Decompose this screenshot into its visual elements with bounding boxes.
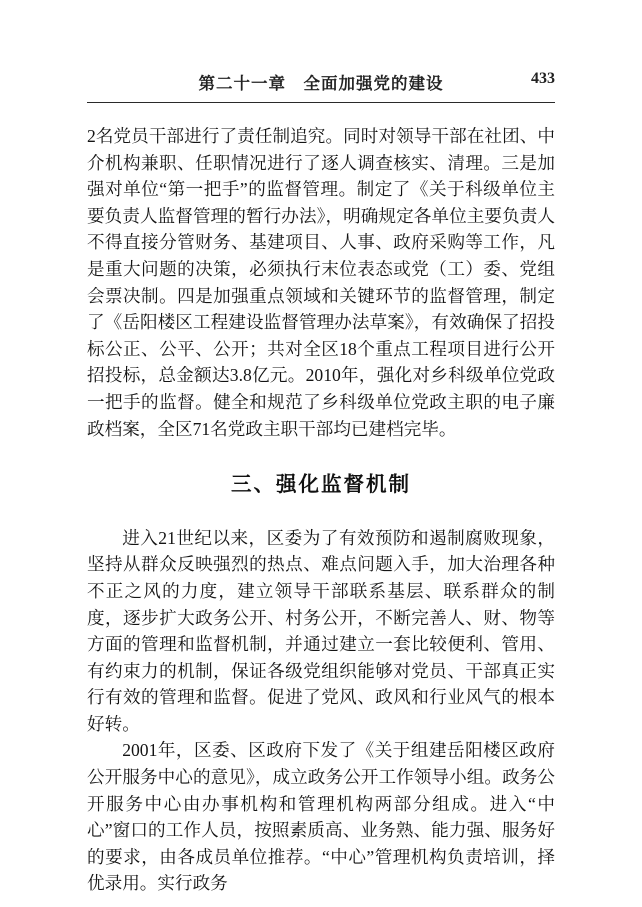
body-paragraph: 进入21世纪以来，区委为了有效预防和遏制腐败现象，坚持从群众反映强烈的热点、难点问题入手，加大治理各种不正之风的力度，建立领导干部联系基层、联系群众的制度，逐步扩大政务公开、村务公开，不断完善人、财、物等方面的管理和监督机制，并通过建立一套比较便利、管用、有约束力的机制，保证各级党组织能够对党员、干部真正实行有效的管理和监督。促进了党风、政风和行业风气的根本好转。 <box>87 527 555 734</box>
page-header <box>87 70 555 103</box>
body-paragraph: 2001年，区委、区政府下发了《关于组建岳阳楼区政府公开服务中心的意见》，成立政务公开工作领导小组。政务公开服务中心由办事机构和管理机构两部分组成。进入“中心”窗口的工作人员，按照素质高、业务熟、能力强、服务好的要求，由各成员单位推荐。“中心”管理机构负责培训，择优录用。实行政务 <box>87 740 555 894</box>
continuation-paragraph: 2名党员干部进行了责任制追究。同时对领导干部在社团、中介机构兼职、任职情况进行了逐人调查核实、清理。三是加强对单位“第一把手”的监督管理。制定了《关于科级单位主要负责人监督管理的暂行办法》，明确规定各单位主要负责人不得直接分管财务、基建项目、人事、政府采购等工作，凡是重大问题的决策，必须执行末位表态或党（工）委、党组会票决制。四是加强重点领域和关键环节的监督管理，制定了《岳阳楼区工程建设监督管理办法草案》，有效确保了招投标公正、公平、公开；共对全区18个重点工程项目进行公开招投标，总金额达3.8亿元。2010年，强化对乡科级单位党政一把手的监督。健全和规范了乡科级单位党政主职的电子廉政档案，全区71名党政主职干部均已建档完毕。 <box>87 126 555 439</box>
chapter-title: 第二十一章 全面加强党的建设 <box>198 74 444 93</box>
section-heading: 三、强化监督机制 <box>231 474 411 497</box>
page-number: 433 <box>531 70 555 87</box>
content-column <box>87 0 555 897</box>
page-body <box>87 123 555 897</box>
